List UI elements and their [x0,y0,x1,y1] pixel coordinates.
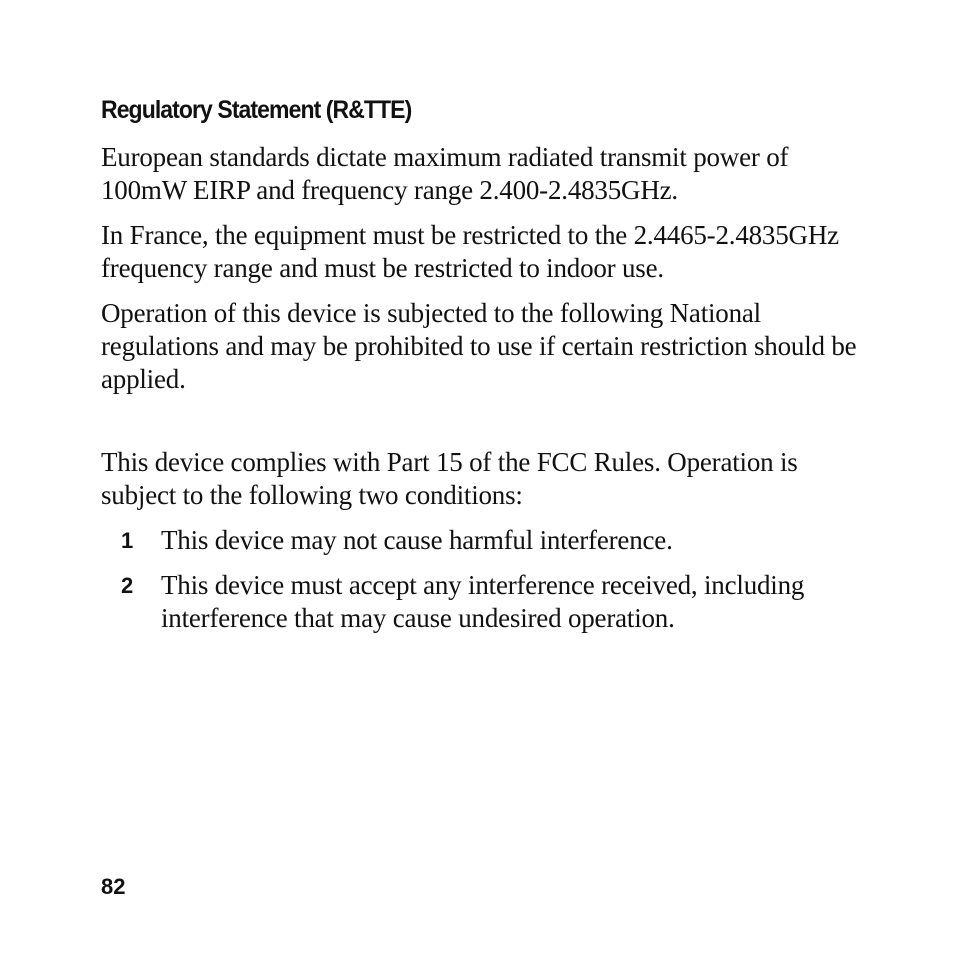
conditions-list [101,524,861,635]
list-item-text: This device may not cause harmful interference. [161,525,673,555]
list-item [101,524,861,557]
list-item-text: This device must accept any interference received, including interference that may cause undesired operation. [161,570,805,633]
page-number: 82 [101,874,126,899]
paragraph-national-regulations: Operation of this device is subjected to the following National regulations and may be prohibited to use if certain restriction should be applied. [101,298,857,394]
list-item-number: 2 [121,573,134,598]
list-item-number: 1 [121,528,134,553]
section-heading: Regulatory Statement (R&TTE) [101,96,412,124]
paragraph-eu-standards: European standards dictate maximum radiated transmit power of 100mW EIRP and frequency range 2.400-2.4835GHz. [101,142,789,205]
paragraph-fcc: This device complies with Part 15 of the FCC Rules. Operation is subject to the following two conditions: [101,447,798,510]
list-item [101,569,861,635]
paragraph-france: In France, the equipment must be restricted to the 2.4465-2.4835GHz frequency range and must be restricted to indoor use. [101,220,839,283]
document-page [101,92,861,647]
